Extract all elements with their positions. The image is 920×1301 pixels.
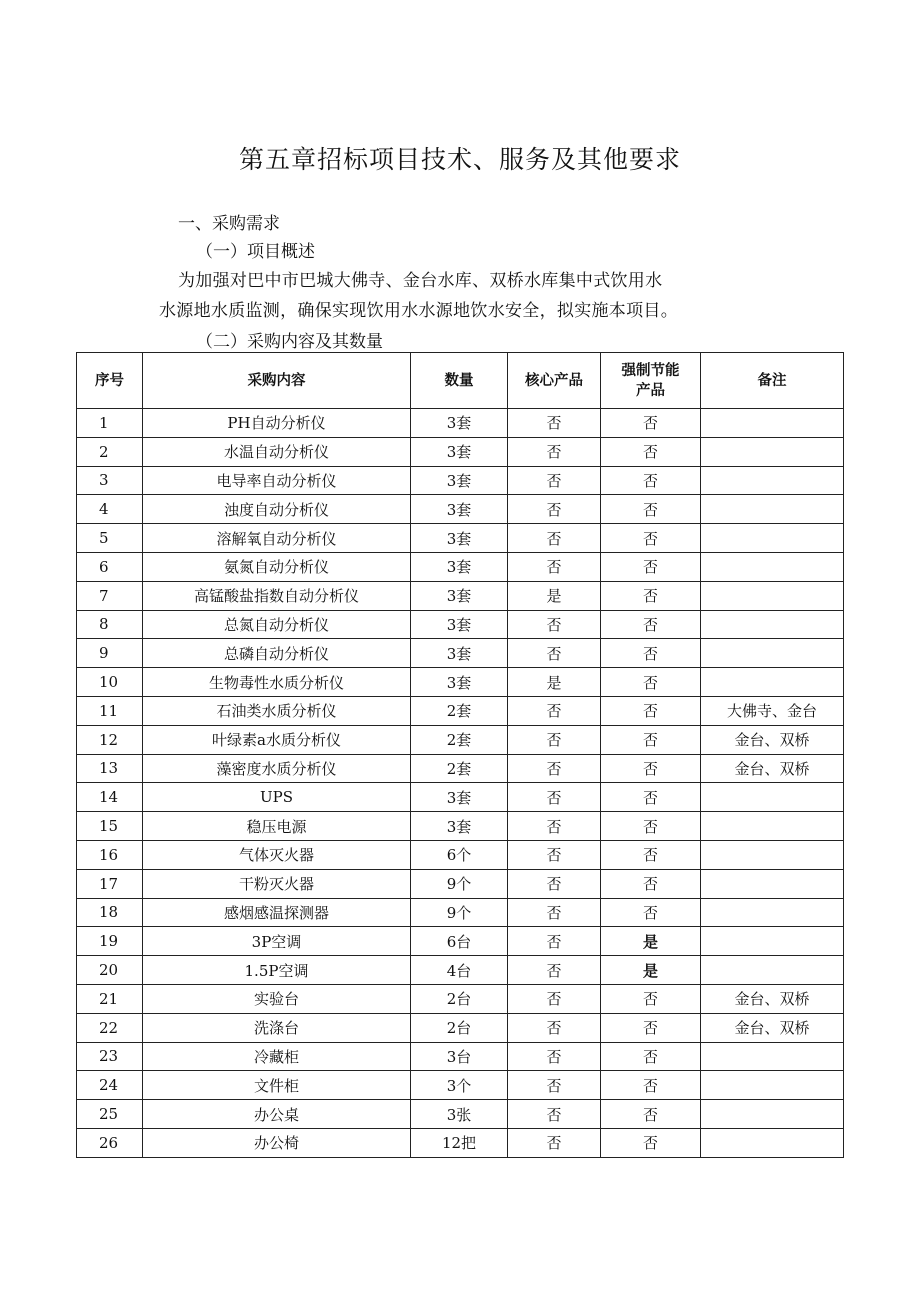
cell-content: 气体灭火器 [143, 840, 411, 869]
cell-index: 14 [77, 783, 143, 812]
cell-energy-saving: 否 [601, 1013, 701, 1042]
cell-index: 3 [77, 466, 143, 495]
section-heading-procurement: 一、采购需求 [178, 214, 280, 234]
cell-quantity: 3套 [411, 783, 508, 812]
cell-energy-saving: 否 [601, 466, 701, 495]
cell-energy-saving: 是 [601, 956, 701, 985]
cell-core-product: 否 [508, 725, 601, 754]
table-row [77, 495, 844, 524]
table-row [77, 409, 844, 438]
cell-quantity: 4台 [411, 956, 508, 985]
cell-content: 浊度自动分析仪 [143, 495, 411, 524]
cell-index: 9 [77, 639, 143, 668]
cell-core-product: 否 [508, 409, 601, 438]
cell-content: 氨氮自动分析仪 [143, 552, 411, 581]
cell-energy-saving: 否 [601, 610, 701, 639]
cell-index: 24 [77, 1071, 143, 1100]
cell-energy-saving: 否 [601, 725, 701, 754]
table-row [77, 610, 844, 639]
cell-remarks [701, 495, 844, 524]
cell-core-product: 否 [508, 524, 601, 553]
cell-core-product: 否 [508, 783, 601, 812]
cell-core-product: 否 [508, 552, 601, 581]
cell-remarks: 金台、双桥 [701, 725, 844, 754]
cell-energy-saving: 否 [601, 840, 701, 869]
table-row [77, 725, 844, 754]
cell-content: 稳压电源 [143, 812, 411, 841]
table-row [77, 581, 844, 610]
cell-energy-saving: 否 [601, 898, 701, 927]
cell-energy-saving: 否 [601, 1042, 701, 1071]
cell-index: 21 [77, 984, 143, 1013]
cell-quantity: 3套 [411, 524, 508, 553]
cell-index: 13 [77, 754, 143, 783]
cell-content: 溶解氧自动分析仪 [143, 524, 411, 553]
cell-remarks [701, 1071, 844, 1100]
cell-index: 25 [77, 1100, 143, 1129]
table-row [77, 466, 844, 495]
header-content: 采购内容 [143, 353, 411, 409]
cell-index: 23 [77, 1042, 143, 1071]
cell-core-product: 否 [508, 927, 601, 956]
cell-remarks [701, 812, 844, 841]
table-row [77, 869, 844, 898]
cell-quantity: 3套 [411, 639, 508, 668]
cell-quantity: 12把 [411, 1128, 508, 1157]
cell-remarks [701, 783, 844, 812]
table-row [77, 1100, 844, 1129]
overview-paragraph-line2: 水源地水质监测，确保实现饮用水水源地饮水安全，拟实施本项目。 [159, 301, 678, 321]
cell-core-product: 否 [508, 898, 601, 927]
cell-content: 叶绿素a水质分析仪 [143, 725, 411, 754]
cell-content: UPS [143, 783, 411, 812]
cell-content: 冷藏柜 [143, 1042, 411, 1071]
table-row [77, 639, 844, 668]
cell-energy-saving: 否 [601, 1128, 701, 1157]
cell-remarks [701, 869, 844, 898]
cell-index: 10 [77, 668, 143, 697]
table-row [77, 668, 844, 697]
table-row [77, 552, 844, 581]
cell-energy-saving: 否 [601, 668, 701, 697]
cell-energy-saving: 否 [601, 984, 701, 1013]
cell-index: 12 [77, 725, 143, 754]
cell-core-product: 否 [508, 610, 601, 639]
cell-energy-saving: 否 [601, 783, 701, 812]
chapter-title: 第五章招标项目技术、服务及其他要求 [238, 145, 681, 174]
cell-quantity: 3套 [411, 668, 508, 697]
cell-index: 19 [77, 927, 143, 956]
table-row [77, 1071, 844, 1100]
cell-energy-saving: 否 [601, 1100, 701, 1129]
cell-content: 藻密度水质分析仪 [143, 754, 411, 783]
cell-energy-saving: 否 [601, 639, 701, 668]
cell-energy-saving: 否 [601, 696, 701, 725]
cell-core-product: 否 [508, 466, 601, 495]
cell-index: 2 [77, 437, 143, 466]
cell-core-product: 否 [508, 437, 601, 466]
cell-quantity: 2套 [411, 754, 508, 783]
cell-quantity: 9个 [411, 898, 508, 927]
cell-quantity: 3套 [411, 581, 508, 610]
cell-remarks [701, 639, 844, 668]
cell-core-product: 否 [508, 956, 601, 985]
cell-core-product: 否 [508, 639, 601, 668]
cell-content: 生物毒性水质分析仪 [143, 668, 411, 697]
cell-core-product: 否 [508, 984, 601, 1013]
cell-core-product: 是 [508, 581, 601, 610]
cell-content: 电导率自动分析仪 [143, 466, 411, 495]
cell-core-product: 否 [508, 812, 601, 841]
cell-content: 办公椅 [143, 1128, 411, 1157]
table-row [77, 754, 844, 783]
cell-index: 18 [77, 898, 143, 927]
subsection-overview: （一）项目概述 [196, 242, 315, 262]
cell-index: 4 [77, 495, 143, 524]
cell-quantity: 3套 [411, 437, 508, 466]
cell-content: 总氮自动分析仪 [143, 610, 411, 639]
header-index: 序号 [77, 353, 143, 409]
cell-content: 总磷自动分析仪 [143, 639, 411, 668]
cell-content: PH自动分析仪 [143, 409, 411, 438]
cell-content: 干粉灭火器 [143, 869, 411, 898]
cell-energy-saving: 否 [601, 552, 701, 581]
cell-content: 感烟感温探测器 [143, 898, 411, 927]
header-core-product: 核心产品 [508, 353, 601, 409]
cell-core-product: 否 [508, 1071, 601, 1100]
cell-remarks [701, 610, 844, 639]
cell-quantity: 6台 [411, 927, 508, 956]
cell-index: 26 [77, 1128, 143, 1157]
cell-content: 3P空调 [143, 927, 411, 956]
table-row [77, 840, 844, 869]
cell-core-product: 否 [508, 869, 601, 898]
cell-content: 高锰酸盐指数自动分析仪 [143, 581, 411, 610]
table-row [77, 1128, 844, 1157]
cell-index: 5 [77, 524, 143, 553]
procurement-table [76, 352, 844, 1158]
cell-core-product: 是 [508, 668, 601, 697]
header-quantity: 数量 [411, 353, 508, 409]
cell-quantity: 3套 [411, 466, 508, 495]
table-row [77, 1013, 844, 1042]
cell-core-product: 否 [508, 495, 601, 524]
cell-index: 6 [77, 552, 143, 581]
cell-energy-saving: 否 [601, 581, 701, 610]
cell-energy-saving: 否 [601, 495, 701, 524]
cell-quantity: 3个 [411, 1071, 508, 1100]
cell-remarks: 金台、双桥 [701, 1013, 844, 1042]
cell-remarks [701, 552, 844, 581]
cell-remarks [701, 466, 844, 495]
cell-energy-saving: 否 [601, 1071, 701, 1100]
cell-quantity: 6个 [411, 840, 508, 869]
cell-remarks [701, 1042, 844, 1071]
table-row [77, 927, 844, 956]
cell-content: 文件柜 [143, 1071, 411, 1100]
cell-energy-saving: 否 [601, 869, 701, 898]
cell-energy-saving: 否 [601, 437, 701, 466]
cell-quantity: 3张 [411, 1100, 508, 1129]
cell-index: 1 [77, 409, 143, 438]
cell-index: 16 [77, 840, 143, 869]
cell-remarks [701, 898, 844, 927]
cell-index: 8 [77, 610, 143, 639]
cell-remarks [701, 1100, 844, 1129]
cell-index: 7 [77, 581, 143, 610]
cell-core-product: 否 [508, 1042, 601, 1071]
cell-remarks [701, 840, 844, 869]
cell-remarks [701, 437, 844, 466]
cell-energy-saving: 否 [601, 409, 701, 438]
table-row [77, 437, 844, 466]
cell-remarks [701, 1128, 844, 1157]
cell-quantity: 2套 [411, 725, 508, 754]
table-row [77, 524, 844, 553]
cell-core-product: 否 [508, 1100, 601, 1129]
cell-content: 办公桌 [143, 1100, 411, 1129]
cell-quantity: 2台 [411, 984, 508, 1013]
cell-index: 22 [77, 1013, 143, 1042]
cell-content: 洗涤台 [143, 1013, 411, 1042]
table-row [77, 812, 844, 841]
cell-remarks [701, 581, 844, 610]
cell-core-product: 否 [508, 1013, 601, 1042]
cell-index: 20 [77, 956, 143, 985]
table-row [77, 956, 844, 985]
table-row [77, 1042, 844, 1071]
table-row [77, 696, 844, 725]
cell-remarks [701, 524, 844, 553]
cell-content: 实验台 [143, 984, 411, 1013]
cell-quantity: 2套 [411, 696, 508, 725]
header-energy-saving: 强制节能产品 [601, 353, 701, 409]
cell-index: 11 [77, 696, 143, 725]
cell-quantity: 9个 [411, 869, 508, 898]
table-row [77, 984, 844, 1013]
cell-quantity: 3套 [411, 812, 508, 841]
cell-quantity: 3套 [411, 552, 508, 581]
cell-remarks [701, 956, 844, 985]
table-row [77, 898, 844, 927]
cell-quantity: 3套 [411, 610, 508, 639]
cell-index: 17 [77, 869, 143, 898]
cell-remarks [701, 409, 844, 438]
cell-energy-saving: 否 [601, 812, 701, 841]
cell-energy-saving: 是 [601, 927, 701, 956]
overview-paragraph-line1: 为加强对巴中市巴城大佛寺、金台水库、双桥水库集中式饮用水 [178, 271, 663, 291]
cell-remarks [701, 927, 844, 956]
cell-core-product: 否 [508, 1128, 601, 1157]
cell-core-product: 否 [508, 696, 601, 725]
table-header-row [77, 353, 844, 409]
cell-core-product: 否 [508, 754, 601, 783]
cell-remarks: 金台、双桥 [701, 754, 844, 783]
cell-remarks [701, 668, 844, 697]
cell-quantity: 2台 [411, 1013, 508, 1042]
cell-remarks: 金台、双桥 [701, 984, 844, 1013]
cell-remarks: 大佛寺、金台 [701, 696, 844, 725]
cell-energy-saving: 否 [601, 754, 701, 783]
cell-content: 1.5P空调 [143, 956, 411, 985]
cell-quantity: 3套 [411, 495, 508, 524]
cell-quantity: 3台 [411, 1042, 508, 1071]
cell-core-product: 否 [508, 840, 601, 869]
cell-energy-saving: 否 [601, 524, 701, 553]
cell-quantity: 3套 [411, 409, 508, 438]
subsection-content-quantity: （二）采购内容及其数量 [196, 332, 383, 352]
cell-content: 石油类水质分析仪 [143, 696, 411, 725]
cell-index: 15 [77, 812, 143, 841]
cell-content: 水温自动分析仪 [143, 437, 411, 466]
table-row [77, 783, 844, 812]
header-remarks: 备注 [701, 353, 844, 409]
